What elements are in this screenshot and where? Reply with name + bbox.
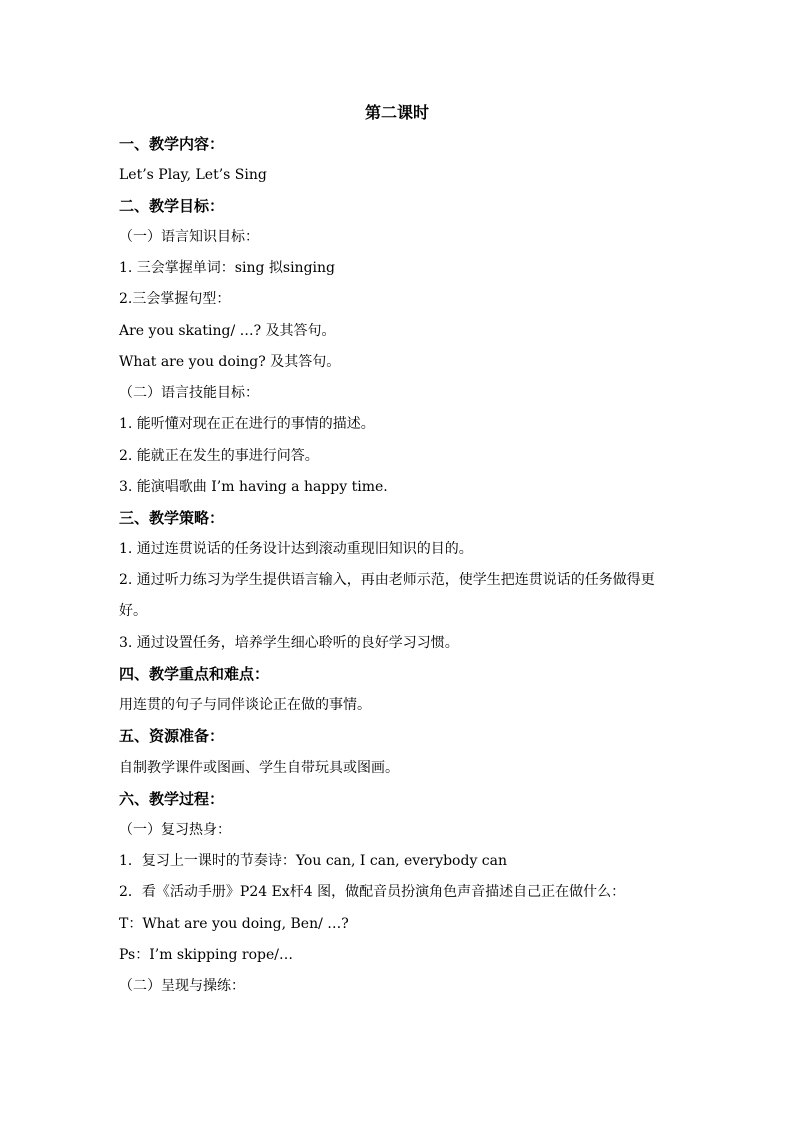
dialogue-teacher: T：What are you doing, Ben/ …? <box>119 916 349 932</box>
warm-up-step-2: 2．看《活动手册》P24 Ex杆4 图，做配音员扮演角色声音描述自己正在做什么： <box>119 884 626 900</box>
section-heading-key-points: 四、教学重点和难点： <box>119 665 270 683</box>
skill-2: 2. 能就正在发生的事进行问答。 <box>119 448 319 464</box>
lesson-title: 第二课时 <box>364 103 429 122</box>
subheading-presentation: （二）呈现与操练： <box>119 978 245 994</box>
section-heading-content: 一、教学内容： <box>119 135 225 153</box>
section-heading-process: 六、教学过程： <box>119 790 225 808</box>
section-heading-resources: 五、资源准备： <box>119 727 225 745</box>
objective-words: 1. 三会掌握单词：sing 拟singing <box>119 260 335 276</box>
subheading-language-skills: （二）语言技能目标： <box>119 385 259 401</box>
subheading-warm-up: （一）复习热身： <box>119 822 231 838</box>
content-text: Let’s Play, Let’s Sing <box>119 167 267 183</box>
sentence-pattern-2: What are you doing? 及其答句。 <box>119 354 341 370</box>
resources-text: 自制教学课件或图画、学生自带玩具或图画。 <box>119 760 399 776</box>
key-points-text: 用连贯的句子与同伴谈论正在做的事情。 <box>119 697 371 713</box>
strategy-1: 1. 通过连贯说话的任务设计达到滚动重现旧知识的目的。 <box>119 541 473 557</box>
subheading-language-knowledge: （一）语言知识目标： <box>119 229 259 245</box>
strategy-2: 2. 通过听力练习为学生提供语言输入，再由老师示范，使学生把连贯说话的任务做得更好。 <box>119 572 655 619</box>
warm-up-step-1: 1．复习上一课时的节奏诗：You can, I can, everybody can <box>119 853 508 869</box>
section-heading-objectives: 二、教学目标： <box>119 197 225 215</box>
objective-sentences: 2.三会掌握句型： <box>119 291 231 307</box>
strategy-3: 3. 通过设置任务，培养学生细心聆听的良好学习习惯。 <box>119 635 459 651</box>
skill-1: 1. 能听懂对现在正在进行的事情的描述。 <box>119 416 375 432</box>
dialogue-pupils: Ps：I’m skipping rope/… <box>119 947 293 963</box>
section-heading-strategies: 三、教学策略： <box>119 509 225 527</box>
sentence-pattern-1: Are you skating/ …? 及其答句。 <box>119 323 336 339</box>
skill-3: 3. 能演唱歌曲 I’m having a happy time. <box>119 479 388 495</box>
